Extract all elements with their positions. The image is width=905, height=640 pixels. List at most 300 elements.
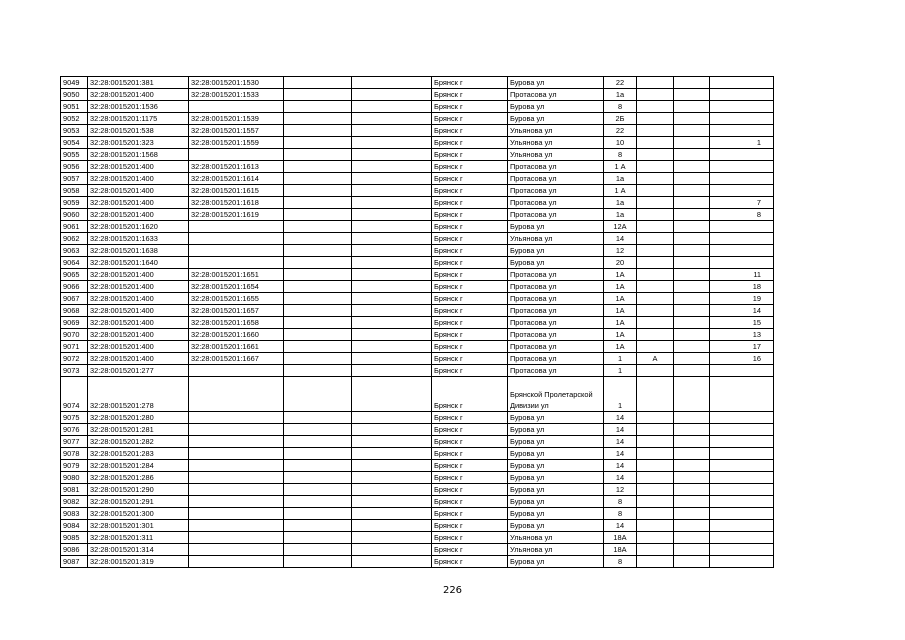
premises-cadastral-number-cell: 32:28:0015201:1619	[189, 209, 284, 221]
city-cell: Брянск г	[432, 161, 508, 173]
cadastral-number-cell: 32:28:0015201:323	[88, 137, 189, 149]
premises-cadastral-number-cell	[189, 472, 284, 484]
empty-cell	[674, 508, 710, 520]
house-number-cell: 12	[604, 484, 637, 496]
city-cell: Брянск г	[432, 520, 508, 532]
empty-cell	[674, 89, 710, 101]
table-row	[61, 508, 774, 520]
row-number-cell: 9076	[61, 424, 88, 436]
row-number-cell: 9051	[61, 101, 88, 113]
street-cell: Протасова ул	[508, 281, 604, 293]
table-row	[61, 125, 774, 137]
street-cell: Бурова ул	[508, 245, 604, 257]
empty-cell	[284, 532, 352, 544]
cadastral-number-cell: 32:28:0015201:400	[88, 305, 189, 317]
premises-cadastral-number-cell	[189, 365, 284, 377]
table-row	[61, 412, 774, 424]
premises-cadastral-number-cell: 32:28:0015201:1657	[189, 305, 284, 317]
street-cell: Ульянова ул	[508, 532, 604, 544]
empty-cell	[674, 424, 710, 436]
empty-cell	[352, 185, 432, 197]
house-number-cell: 18А	[604, 544, 637, 556]
building-cell	[637, 221, 674, 233]
cadastral-number-cell: 32:28:0015201:291	[88, 496, 189, 508]
table-row	[61, 221, 774, 233]
house-number-cell: 20	[604, 257, 637, 269]
table-body	[61, 77, 774, 568]
city-cell: Брянск г	[432, 281, 508, 293]
empty-cell	[284, 448, 352, 460]
premises-cadastral-number-cell: 32:28:0015201:1530	[189, 77, 284, 89]
empty-cell	[284, 520, 352, 532]
empty-cell	[284, 317, 352, 329]
table-row	[61, 353, 774, 365]
city-cell: Брянск г	[432, 77, 508, 89]
empty-cell	[284, 125, 352, 137]
empty-cell	[284, 412, 352, 424]
apartment-cell	[710, 412, 774, 424]
building-cell	[637, 89, 674, 101]
empty-cell	[674, 472, 710, 484]
empty-cell	[674, 197, 710, 209]
table-row	[61, 245, 774, 257]
house-number-cell: 8	[604, 556, 637, 568]
street-cell: Бурова ул	[508, 77, 604, 89]
building-cell	[637, 257, 674, 269]
street-cell: Протасова ул	[508, 293, 604, 305]
apartment-cell: 11	[710, 269, 774, 281]
house-number-cell: 1А	[604, 341, 637, 353]
house-number-cell: 8	[604, 508, 637, 520]
cadastral-number-cell: 32:28:0015201:319	[88, 556, 189, 568]
table-row	[61, 173, 774, 185]
building-cell	[637, 329, 674, 341]
empty-cell	[674, 544, 710, 556]
empty-cell	[352, 365, 432, 377]
apartment-cell: 18	[710, 281, 774, 293]
city-cell: Брянск г	[432, 508, 508, 520]
premises-cadastral-number-cell: 32:28:0015201:1660	[189, 329, 284, 341]
cadastral-number-cell: 32:28:0015201:1638	[88, 245, 189, 257]
empty-cell	[284, 149, 352, 161]
street-cell: Протасова ул	[508, 173, 604, 185]
empty-cell	[674, 185, 710, 197]
table-row	[61, 484, 774, 496]
empty-cell	[284, 101, 352, 113]
cadastral-number-cell: 32:28:0015201:400	[88, 353, 189, 365]
empty-cell	[352, 197, 432, 209]
cadastral-number-cell: 32:28:0015201:400	[88, 173, 189, 185]
building-cell	[637, 281, 674, 293]
street-cell: Бурова ул	[508, 101, 604, 113]
empty-cell	[284, 185, 352, 197]
cadastral-number-cell: 32:28:0015201:538	[88, 125, 189, 137]
street-cell: Протасова ул	[508, 365, 604, 377]
empty-cell	[284, 556, 352, 568]
empty-cell	[352, 424, 432, 436]
premises-cadastral-number-cell: 32:28:0015201:1557	[189, 125, 284, 137]
city-cell: Брянск г	[432, 149, 508, 161]
empty-cell	[674, 412, 710, 424]
apartment-cell	[710, 556, 774, 568]
city-cell: Брянск г	[432, 472, 508, 484]
row-number-cell: 9060	[61, 209, 88, 221]
table-row	[61, 269, 774, 281]
apartment-cell	[710, 161, 774, 173]
empty-cell	[352, 101, 432, 113]
street-cell: Протасова ул	[508, 329, 604, 341]
table-row	[61, 436, 774, 448]
apartment-cell: 13	[710, 329, 774, 341]
street-cell: Бурова ул	[508, 496, 604, 508]
building-cell	[637, 377, 674, 412]
house-number-cell: 1а	[604, 173, 637, 185]
row-number-cell: 9084	[61, 520, 88, 532]
table-row	[61, 113, 774, 125]
cadastral-number-cell: 32:28:0015201:282	[88, 436, 189, 448]
empty-cell	[352, 472, 432, 484]
empty-cell	[352, 149, 432, 161]
premises-cadastral-number-cell: 32:28:0015201:1658	[189, 317, 284, 329]
building-cell	[637, 317, 674, 329]
street-cell: Бурова ул	[508, 412, 604, 424]
empty-cell	[674, 77, 710, 89]
property-register-table	[60, 76, 774, 568]
cadastral-number-cell: 32:28:0015201:277	[88, 365, 189, 377]
street-cell: Протасова ул	[508, 197, 604, 209]
apartment-cell	[710, 544, 774, 556]
house-number-cell: 10	[604, 137, 637, 149]
premises-cadastral-number-cell	[189, 221, 284, 233]
table-row	[61, 257, 774, 269]
premises-cadastral-number-cell	[189, 532, 284, 544]
empty-cell	[674, 556, 710, 568]
city-cell: Брянск г	[432, 460, 508, 472]
empty-cell	[284, 341, 352, 353]
empty-cell	[284, 257, 352, 269]
cadastral-number-cell: 32:28:0015201:400	[88, 161, 189, 173]
street-cell: Брянской Пролетарской Дивизии ул	[508, 377, 604, 412]
premises-cadastral-number-cell: 32:28:0015201:1533	[189, 89, 284, 101]
empty-cell	[674, 365, 710, 377]
cadastral-number-cell: 32:28:0015201:400	[88, 341, 189, 353]
empty-cell	[674, 113, 710, 125]
street-cell: Бурова ул	[508, 460, 604, 472]
cadastral-number-cell: 32:28:0015201:1175	[88, 113, 189, 125]
row-number-cell: 9080	[61, 472, 88, 484]
apartment-cell	[710, 173, 774, 185]
city-cell: Брянск г	[432, 137, 508, 149]
table-row	[61, 448, 774, 460]
empty-cell	[352, 448, 432, 460]
empty-cell	[352, 520, 432, 532]
city-cell: Брянск г	[432, 532, 508, 544]
empty-cell	[352, 460, 432, 472]
building-cell	[637, 161, 674, 173]
street-cell: Ульянова ул	[508, 233, 604, 245]
row-number-cell: 9055	[61, 149, 88, 161]
cadastral-number-cell: 32:28:0015201:381	[88, 77, 189, 89]
empty-cell	[352, 556, 432, 568]
cadastral-number-cell: 32:28:0015201:400	[88, 281, 189, 293]
empty-cell	[352, 77, 432, 89]
row-number-cell: 9063	[61, 245, 88, 257]
empty-cell	[352, 161, 432, 173]
table-row	[61, 365, 774, 377]
empty-cell	[352, 496, 432, 508]
house-number-cell: 14	[604, 412, 637, 424]
empty-cell	[352, 233, 432, 245]
house-number-cell: 1 А	[604, 161, 637, 173]
house-number-cell: 1А	[604, 317, 637, 329]
house-number-cell: 2Б	[604, 113, 637, 125]
cadastral-number-cell: 32:28:0015201:1640	[88, 257, 189, 269]
row-number-cell: 9066	[61, 281, 88, 293]
empty-cell	[674, 269, 710, 281]
table-row	[61, 233, 774, 245]
house-number-cell: 22	[604, 77, 637, 89]
empty-cell	[352, 257, 432, 269]
empty-cell	[284, 161, 352, 173]
row-number-cell: 9075	[61, 412, 88, 424]
apartment-cell	[710, 233, 774, 245]
street-cell: Ульянова ул	[508, 137, 604, 149]
house-number-cell: 1а	[604, 197, 637, 209]
empty-cell	[352, 329, 432, 341]
apartment-cell: 7	[710, 197, 774, 209]
empty-cell	[352, 412, 432, 424]
apartment-cell	[710, 532, 774, 544]
empty-cell	[352, 173, 432, 185]
table-row	[61, 496, 774, 508]
empty-cell	[352, 484, 432, 496]
empty-cell	[284, 305, 352, 317]
premises-cadastral-number-cell	[189, 520, 284, 532]
premises-cadastral-number-cell: 32:28:0015201:1614	[189, 173, 284, 185]
row-number-cell: 9072	[61, 353, 88, 365]
empty-cell	[674, 161, 710, 173]
house-number-cell: 8	[604, 101, 637, 113]
premises-cadastral-number-cell	[189, 544, 284, 556]
street-cell: Бурова ул	[508, 424, 604, 436]
table-row	[61, 544, 774, 556]
apartment-cell: 19	[710, 293, 774, 305]
premises-cadastral-number-cell	[189, 508, 284, 520]
row-number-cell: 9078	[61, 448, 88, 460]
empty-cell	[674, 125, 710, 137]
empty-cell	[284, 496, 352, 508]
empty-cell	[352, 532, 432, 544]
apartment-cell	[710, 424, 774, 436]
apartment-cell	[710, 77, 774, 89]
building-cell	[637, 101, 674, 113]
building-cell	[637, 496, 674, 508]
empty-cell	[352, 305, 432, 317]
house-number-cell: 1а	[604, 89, 637, 101]
empty-cell	[284, 173, 352, 185]
apartment-cell	[710, 89, 774, 101]
empty-cell	[674, 532, 710, 544]
empty-cell	[352, 353, 432, 365]
street-cell: Протасова ул	[508, 269, 604, 281]
building-cell	[637, 520, 674, 532]
apartment-cell	[710, 245, 774, 257]
city-cell: Брянск г	[432, 209, 508, 221]
empty-cell	[674, 353, 710, 365]
city-cell: Брянск г	[432, 173, 508, 185]
apartment-cell	[710, 185, 774, 197]
table-row	[61, 472, 774, 484]
apartment-cell: 15	[710, 317, 774, 329]
empty-cell	[352, 137, 432, 149]
city-cell: Брянск г	[432, 317, 508, 329]
building-cell	[637, 556, 674, 568]
table-row	[61, 424, 774, 436]
row-number-cell: 9059	[61, 197, 88, 209]
table-row	[61, 185, 774, 197]
city-cell: Брянск г	[432, 329, 508, 341]
apartment-cell	[710, 460, 774, 472]
house-number-cell: 14	[604, 233, 637, 245]
apartment-cell: 8	[710, 209, 774, 221]
building-cell: А	[637, 353, 674, 365]
row-number-cell: 9074	[61, 377, 88, 412]
city-cell: Брянск г	[432, 556, 508, 568]
cadastral-number-cell: 32:28:0015201:300	[88, 508, 189, 520]
premises-cadastral-number-cell: 32:28:0015201:1655	[189, 293, 284, 305]
building-cell	[637, 293, 674, 305]
empty-cell	[674, 137, 710, 149]
empty-cell	[674, 305, 710, 317]
table-row	[61, 293, 774, 305]
premises-cadastral-number-cell	[189, 412, 284, 424]
cadastral-number-cell: 32:28:0015201:314	[88, 544, 189, 556]
building-cell	[637, 484, 674, 496]
row-number-cell: 9054	[61, 137, 88, 149]
city-cell: Брянск г	[432, 197, 508, 209]
city-cell: Брянск г	[432, 353, 508, 365]
cadastral-number-cell: 32:28:0015201:284	[88, 460, 189, 472]
cadastral-number-cell: 32:28:0015201:1568	[88, 149, 189, 161]
building-cell	[637, 508, 674, 520]
empty-cell	[674, 221, 710, 233]
house-number-cell: 1А	[604, 305, 637, 317]
building-cell	[637, 173, 674, 185]
empty-cell	[674, 209, 710, 221]
row-number-cell: 9073	[61, 365, 88, 377]
apartment-cell: 16	[710, 353, 774, 365]
building-cell	[637, 305, 674, 317]
row-number-cell: 9064	[61, 257, 88, 269]
cadastral-number-cell: 32:28:0015201:400	[88, 269, 189, 281]
empty-cell	[284, 329, 352, 341]
city-cell: Брянск г	[432, 185, 508, 197]
table-row	[61, 281, 774, 293]
table-row	[61, 556, 774, 568]
empty-cell	[284, 544, 352, 556]
premises-cadastral-number-cell: 32:28:0015201:1661	[189, 341, 284, 353]
apartment-cell	[710, 149, 774, 161]
house-number-cell: 22	[604, 125, 637, 137]
street-cell: Бурова ул	[508, 472, 604, 484]
row-number-cell: 9070	[61, 329, 88, 341]
city-cell: Брянск г	[432, 496, 508, 508]
house-number-cell: 1А	[604, 329, 637, 341]
city-cell: Брянск г	[432, 101, 508, 113]
table-row	[61, 89, 774, 101]
empty-cell	[352, 269, 432, 281]
cadastral-number-cell: 32:28:0015201:400	[88, 185, 189, 197]
premises-cadastral-number-cell: 32:28:0015201:1539	[189, 113, 284, 125]
building-cell	[637, 269, 674, 281]
empty-cell	[284, 233, 352, 245]
building-cell	[637, 113, 674, 125]
empty-cell	[674, 341, 710, 353]
table-row	[61, 341, 774, 353]
premises-cadastral-number-cell: 32:28:0015201:1613	[189, 161, 284, 173]
empty-cell	[284, 293, 352, 305]
premises-cadastral-number-cell	[189, 556, 284, 568]
empty-cell	[284, 77, 352, 89]
empty-cell	[352, 436, 432, 448]
city-cell: Брянск г	[432, 412, 508, 424]
premises-cadastral-number-cell: 32:28:0015201:1615	[189, 185, 284, 197]
empty-cell	[352, 317, 432, 329]
table-row	[61, 377, 774, 412]
building-cell	[637, 365, 674, 377]
empty-cell	[284, 365, 352, 377]
empty-cell	[674, 496, 710, 508]
row-number-cell: 9083	[61, 508, 88, 520]
house-number-cell: 14	[604, 472, 637, 484]
cadastral-number-cell: 32:28:0015201:1536	[88, 101, 189, 113]
row-number-cell: 9077	[61, 436, 88, 448]
table-row	[61, 317, 774, 329]
empty-cell	[674, 317, 710, 329]
building-cell	[637, 472, 674, 484]
street-cell: Протасова ул	[508, 209, 604, 221]
city-cell: Брянск г	[432, 233, 508, 245]
row-number-cell: 9069	[61, 317, 88, 329]
premises-cadastral-number-cell: 32:28:0015201:1667	[189, 353, 284, 365]
city-cell: Брянск г	[432, 448, 508, 460]
apartment-cell	[710, 113, 774, 125]
building-cell	[637, 209, 674, 221]
row-number-cell: 9067	[61, 293, 88, 305]
empty-cell	[284, 281, 352, 293]
empty-cell	[674, 293, 710, 305]
row-number-cell: 9062	[61, 233, 88, 245]
empty-cell	[674, 448, 710, 460]
empty-cell	[284, 460, 352, 472]
table-row	[61, 77, 774, 89]
table-row	[61, 209, 774, 221]
row-number-cell: 9050	[61, 89, 88, 101]
row-number-cell: 9082	[61, 496, 88, 508]
street-cell: Бурова ул	[508, 556, 604, 568]
city-cell: Брянск г	[432, 125, 508, 137]
table-row	[61, 137, 774, 149]
building-cell	[637, 436, 674, 448]
city-cell: Брянск г	[432, 221, 508, 233]
empty-cell	[674, 245, 710, 257]
empty-cell	[674, 436, 710, 448]
apartment-cell: 17	[710, 341, 774, 353]
empty-cell	[352, 508, 432, 520]
city-cell: Брянск г	[432, 245, 508, 257]
street-cell: Бурова ул	[508, 221, 604, 233]
empty-cell	[674, 281, 710, 293]
